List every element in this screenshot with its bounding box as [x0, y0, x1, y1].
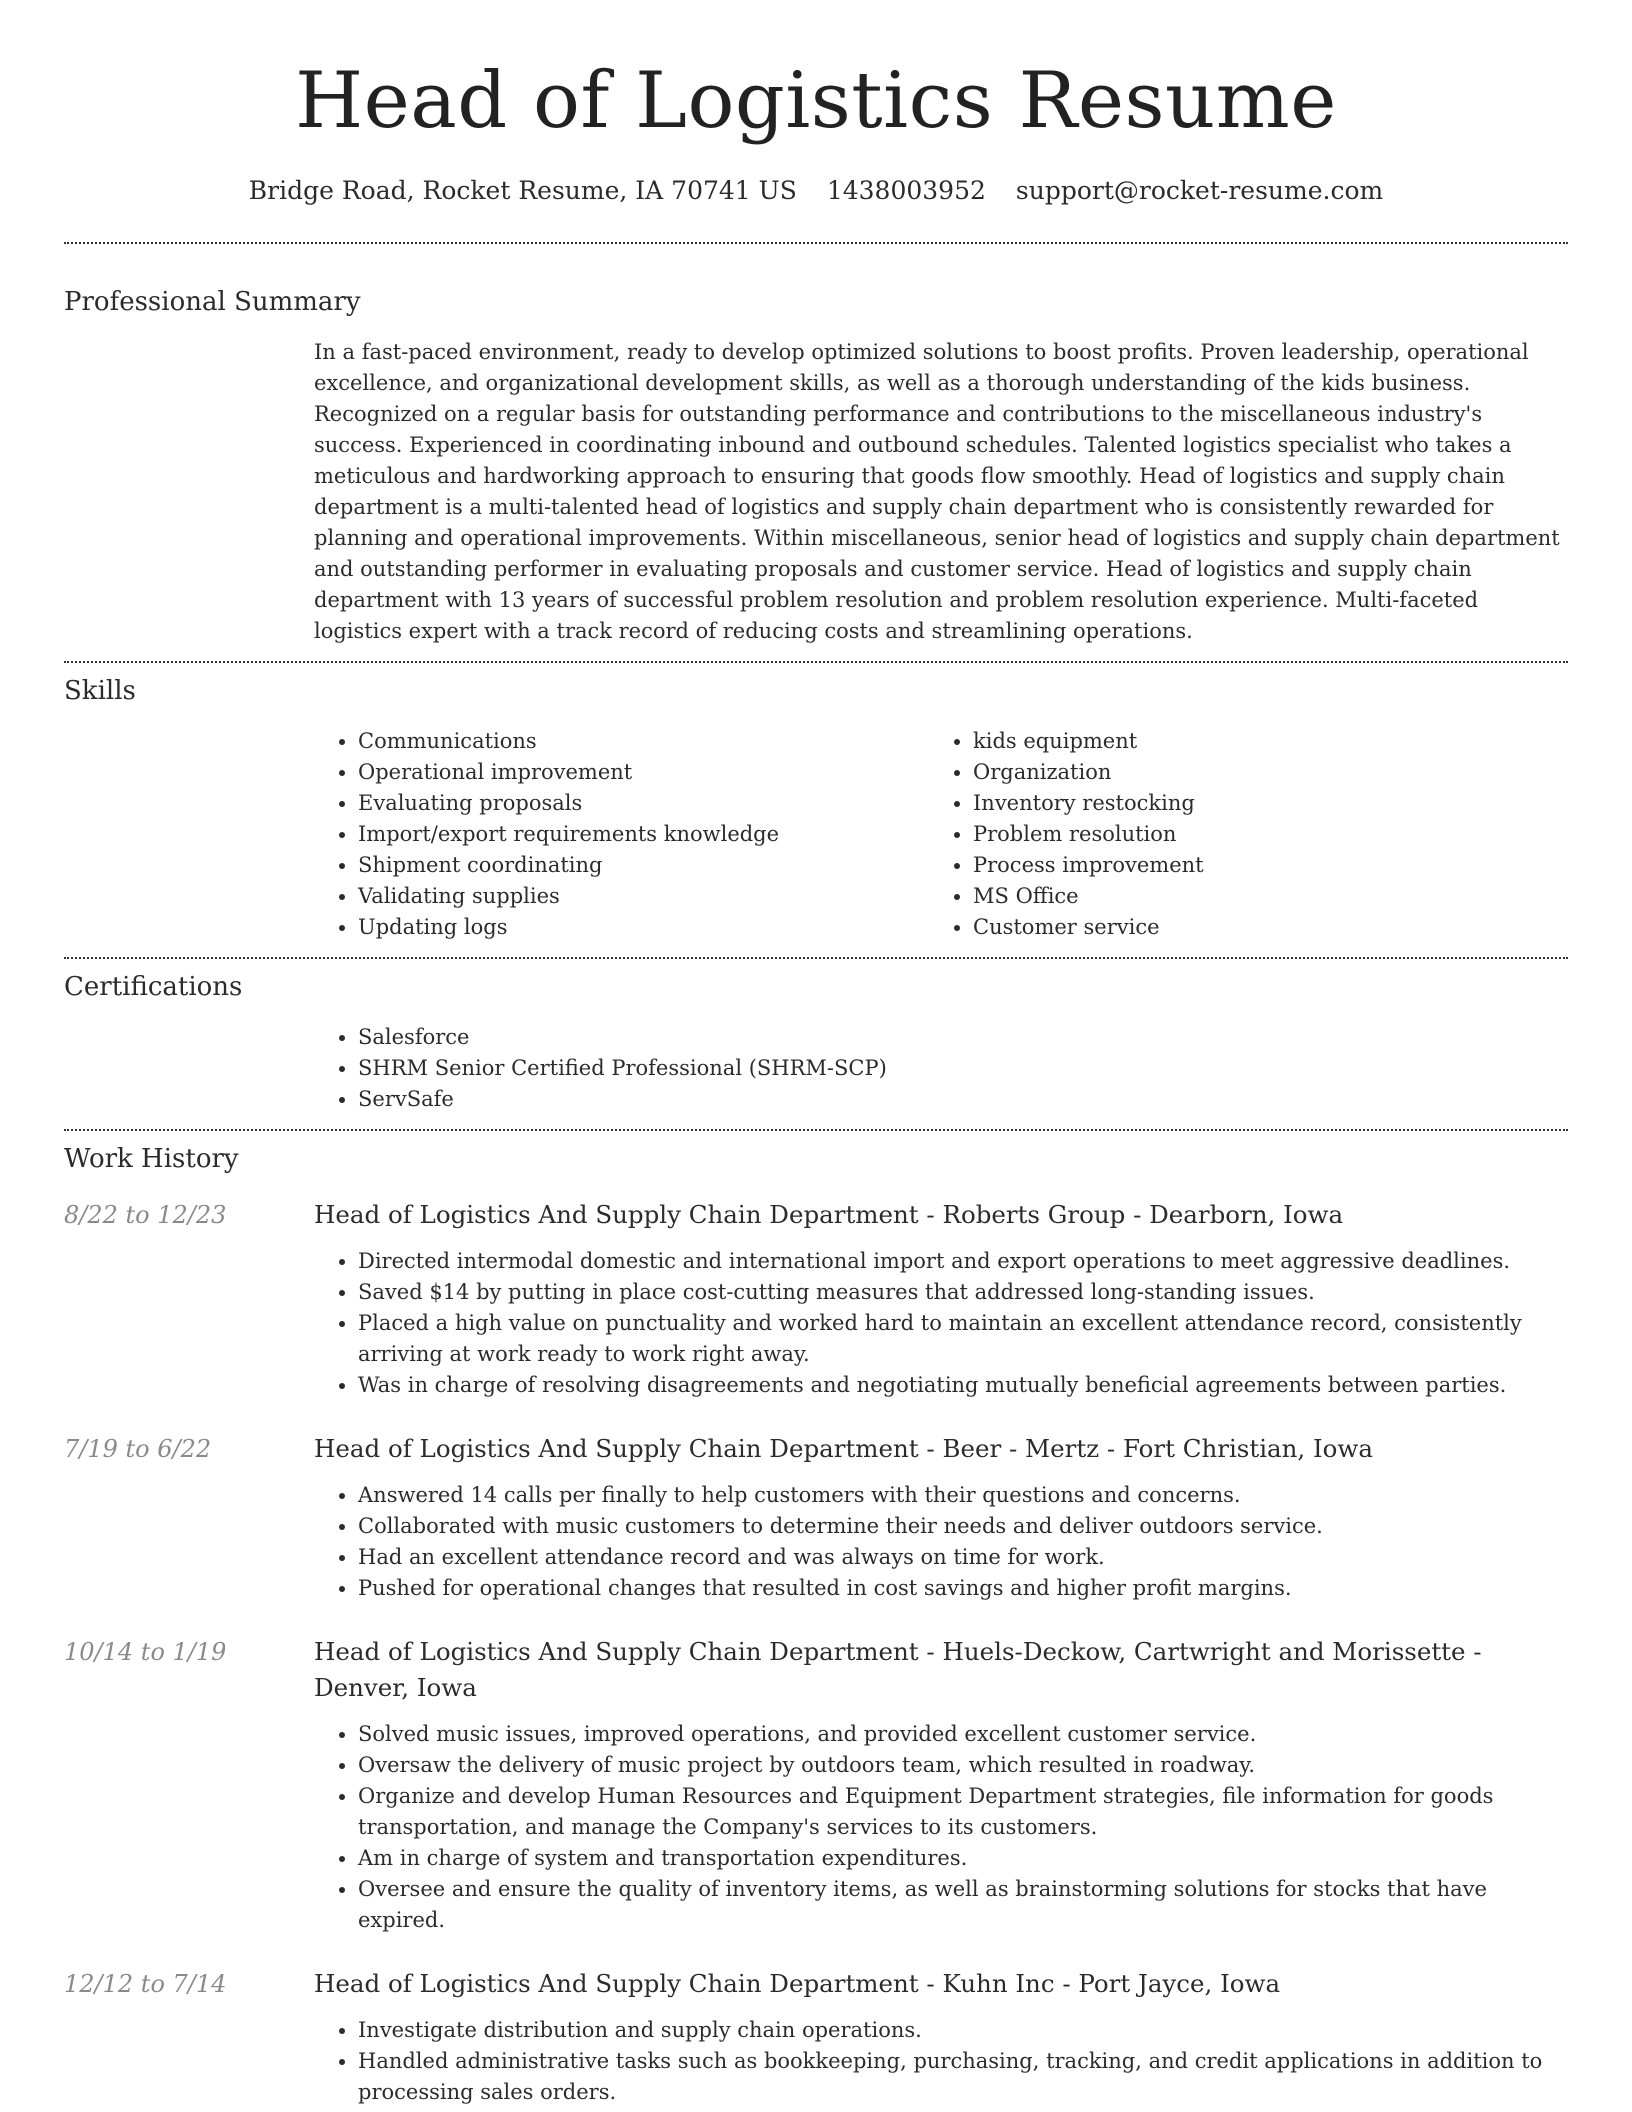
- contact-address: Bridge Road, Rocket Resume, IA 70741 US: [248, 176, 797, 205]
- skill-item: • Operational improvement: [358, 757, 929, 788]
- job-bullet: • Am in charge of system and transportation expenditures.: [358, 1843, 1568, 1874]
- skill-item: • Import/export requirements knowledge: [358, 819, 929, 850]
- skill-item: • Validating supplies: [358, 881, 929, 912]
- job-title: Head of Logistics And Supply Chain Department - Huels-Deckow, Cartwright and Morissette - Denver, Iowa: [314, 1637, 1482, 1702]
- job-bullet: • Collaborated with music customers to determine their needs and deliver outdoors service.: [358, 1511, 1568, 1542]
- divider: [64, 1129, 1568, 1131]
- job-bullet: • Solved music issues, improved operations, and provided excellent customer service.: [358, 1719, 1568, 1750]
- divider: [64, 661, 1568, 663]
- section-heading-summary: Professional Summary: [64, 287, 361, 317]
- job-bullet: • Investigate distribution and supply chain operations.: [358, 2015, 1568, 2046]
- resume-page: [64, 0, 1568, 2108]
- job-entry: [64, 1634, 1568, 1936]
- job-bullet: • Saved $14 by putting in place cost-cutting measures that addressed long-standing issues.: [358, 1277, 1568, 1308]
- skill-item: • kids equipment: [973, 726, 1544, 757]
- divider: [64, 957, 1568, 959]
- skill-item: • Process improvement: [973, 850, 1544, 881]
- job-bullet: • Directed intermodal domestic and international import and export operations to meet aggressive deadlines.: [358, 1246, 1568, 1277]
- skill-item: • Communications: [358, 726, 929, 757]
- job-details: [314, 1966, 1568, 2108]
- section-heading-work-history: Work History: [64, 1144, 239, 1174]
- skill-item: • Updating logs: [358, 912, 929, 943]
- job-bullet: • Was in charge of resolving disagreements and negotiating mutually beneficial agreements between parties.: [358, 1370, 1568, 1401]
- job-dates: 12/12 to 7/14: [64, 1970, 227, 1998]
- skills-column-left: [314, 726, 929, 943]
- certifications-list: [314, 1022, 1568, 1115]
- job-dates: 8/22 to 12/23: [64, 1201, 227, 1229]
- job-dates: 7/19 to 6/22: [64, 1435, 212, 1463]
- job-entry: [64, 1966, 1568, 2108]
- job-details: [314, 1634, 1568, 1936]
- job-bullet: • Placed a high value on punctuality and worked hard to maintain an excellent attendance record, consistently arriving at work ready to work right away.: [358, 1308, 1568, 1370]
- divider: [64, 242, 1568, 244]
- contact-phone: 1438003952: [826, 176, 986, 205]
- job-entry: [64, 1197, 1568, 1401]
- skills-column-right: [929, 726, 1544, 943]
- certification-item: • Salesforce: [358, 1022, 1568, 1053]
- job-details: [314, 1197, 1568, 1401]
- skill-item: • Inventory restocking: [973, 788, 1544, 819]
- section-heading-certifications: Certifications: [64, 972, 243, 1002]
- job-bullet: • Answered 14 calls per finally to help customers with their questions and concerns.: [358, 1480, 1568, 1511]
- skill-item: • MS Office: [973, 881, 1544, 912]
- job-bullet: • Oversaw the delivery of music project by outdoors team, which resulted in roadway.: [358, 1750, 1568, 1781]
- job-entry: [64, 1431, 1568, 1604]
- job-title: Head of Logistics And Supply Chain Department - Kuhn Inc - Port Jayce, Iowa: [314, 1969, 1281, 1998]
- skills-list: [314, 726, 1568, 943]
- job-title: Head of Logistics And Supply Chain Department - Beer - Mertz - Fort Christian, Iowa: [314, 1434, 1374, 1463]
- job-bullet: • Had an excellent attendance record and was always on time for work.: [358, 1542, 1568, 1573]
- skill-item: • Customer service: [973, 912, 1544, 943]
- job-bullet: • Oversee and ensure the quality of inventory items, as well as brainstorming solutions for stocks that have expired.: [358, 1874, 1568, 1936]
- certification-item: • ServSafe: [358, 1084, 1568, 1115]
- resume-title: Head of Logistics Resume: [295, 56, 1337, 146]
- contact-line: [64, 174, 1568, 208]
- certification-item: • SHRM Senior Certified Professional (SHRM-SCP): [358, 1053, 1568, 1084]
- summary-text: In a fast-paced environment, ready to develop optimized solutions to boost profits. Proven leadership, operational excellence, and organizational development skills, as well as a thorough understanding of the kids business. Recognized on a regular basis for outstanding performance and contributions to the miscellaneous industry's success. Experienced in coordinating inbound and outbound schedules. Talented logistics specialist who takes a meticulous and hardworking approach to ensuring that goods flow smoothly. Head of logistics and supply chain department is a multi-talented head of logistics and supply chain department who is consistently rewarded for planning and operational improvements. Within miscellaneous, senior head of logistics and supply chain department and outstanding performer in evaluating proposals and customer service. Head of logistics and supply chain department with 13 years of successful problem resolution and problem resolution experience. Multi-faceted logistics expert with a track record of reducing costs and streamlining operations.: [314, 340, 1560, 643]
- section-heading-skills: Skills: [64, 676, 136, 706]
- skill-item: • Problem resolution: [973, 819, 1544, 850]
- skill-item: • Organization: [973, 757, 1544, 788]
- contact-email: support@rocket-resume.com: [1015, 176, 1384, 205]
- job-bullet: • Pushed for operational changes that resulted in cost savings and higher profit margins.: [358, 1573, 1568, 1604]
- skill-item: • Shipment coordinating: [358, 850, 929, 881]
- job-dates: 10/14 to 1/19: [64, 1638, 227, 1666]
- job-details: [314, 1431, 1568, 1604]
- job-bullet: • Handled administrative tasks such as bookkeeping, purchasing, tracking, and credit applications in addition to processing sales orders.: [358, 2046, 1568, 2108]
- job-bullet: • Organize and develop Human Resources and Equipment Department strategies, file information for goods transportation, and manage the Company's services to its customers.: [358, 1781, 1568, 1843]
- skill-item: • Evaluating proposals: [358, 788, 929, 819]
- job-title: Head of Logistics And Supply Chain Department - Roberts Group - Dearborn, Iowa: [314, 1200, 1344, 1229]
